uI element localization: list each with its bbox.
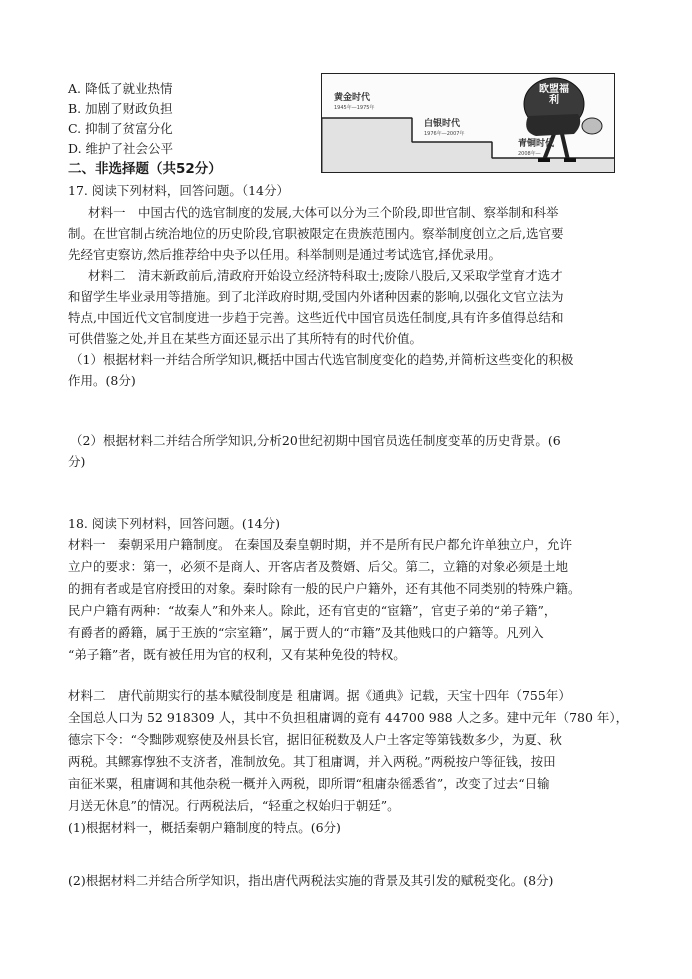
q18-m1-line: 的拥有者或是官府授田的对象。秦时除有一般的民户户籍外，还有其他不同类别的特殊户籍。 — [68, 581, 581, 596]
q17-header: 17. 阅读下列材料，回答问题。（14分） — [68, 183, 290, 198]
q17-sub2-line: （2）根据材料二并结合所学知识,分析20世纪初期中国官员选任制度变革的历史背景。(6 — [70, 433, 561, 448]
q17-m2-line: 材料二 清末新政前后,清政府开始设立经济特科取士;废除八股后,又采取学堂育才选才 — [88, 268, 563, 283]
q18-m1-line: 立户的要求：第一，必须不是商人、开客店者及赘婿、后父。第二，立籍的对象必须是土地 — [68, 559, 569, 574]
q18-m1-line: 民户户籍有两种：“故秦人”和外来人。除此，还有官吏的“宦籍”，官吏子弟的“弟子籍”， — [68, 603, 557, 618]
q18-header: 18. 阅读下列材料，回答问题。(14分) — [68, 516, 281, 531]
welfare-cartoon — [321, 73, 615, 173]
q18-m1-line: “弟子籍”者，既有被任用为官的权利，又有某种免役的特权。 — [68, 647, 406, 662]
era-golden-years: 1945年—1975年 — [334, 105, 375, 111]
era-bronze: 青铜时代 — [518, 139, 555, 149]
q18-m1-line: 材料一 秦朝采用户籍制度。 在秦国及秦皇朝时期，并不是所有民户都允许单独立户，允许 — [68, 537, 572, 552]
q18-sub1: (1)根据材料一，概括秦朝户籍制度的特点。(6分) — [68, 820, 341, 835]
option-a: A. 降低了就业热情 — [68, 81, 173, 96]
q17-sub1-line: 作用。(8分) — [68, 373, 136, 388]
sack-label: 欧盟福利 — [539, 84, 569, 106]
q17-sub1-line: （1）根据材料一并结合所学知识,概括中国古代选官制度变化的趋势,并简析这些变化的积极 — [70, 352, 574, 367]
q17-sub2-line: 分) — [68, 454, 86, 469]
era-bronze-years: 2008年— — [518, 151, 541, 157]
q17-m1-line: 先经官吏察访,然后推荐给中央予以任用。科举制则是通过考试选官,择优录用。 — [68, 247, 501, 262]
q17-m2-line: 特点,中国近代文官制度进一步趋于完善。这些近代中国官员选任制度,具有许多值得总结和 — [68, 310, 564, 325]
era-silver: 白银时代 — [424, 119, 461, 129]
q18-m2-line: 全国总人口为 52 918309 人，其中不负担租庸调的竟有 44700 988 人之多。建中元年（780 年）， — [68, 710, 629, 725]
era-golden: 黄金时代 — [334, 93, 371, 103]
q17-m2-line: 可供借鉴之处,并且在某些方面还显示出了其所特有的时代价值。 — [68, 331, 422, 346]
q18-m2-line: 月送无休息”的情况。行两税法后，“轻重之权始归于朝廷”。 — [68, 798, 400, 813]
q18-m2-line: 亩征米粟，租庸调和其他杂税一概并入两税，即所谓“租庸杂徭悉省”，改变了过去“日输 — [68, 776, 550, 791]
q18-m2-line: 德宗下令：“令黜陟观察使及州县长官，据旧征税数及人户土客定等第钱数多少，为夏、秋 — [68, 732, 562, 747]
q18-m1-line: 有爵者的爵籍，属于王族的“宗室籍”，属于贾人的“市籍”及其他贱口的户籍等。凡列入 — [68, 625, 544, 640]
era-silver-years: 1976年—2007年 — [424, 131, 465, 137]
section-title: 二、非选择题（共52分） — [68, 161, 222, 177]
q17-m1-line: 材料一 中国古代的选官制度的发展,大体可以分为三个阶段,即世官制、察举制和科举 — [88, 205, 559, 220]
cartoon-stairs-drawing — [322, 74, 615, 173]
q18-m2-line: 材料二 唐代前期实行的基本赋役制度是 租庸调。据《通典》记载，天宝十四年（755年） — [68, 688, 571, 703]
q17-m1-line: 制。在世官制占统治地位的历史阶段,官职被限定在贵族范围内。察举制度创立之后,选官要 — [68, 226, 564, 241]
option-c: C. 抑制了贫富分化 — [68, 121, 173, 136]
q18-sub2: (2)根据材料二并结合所学知识，指出唐代两税法实施的背景及其引发的赋税变化。(8分) — [68, 873, 554, 888]
q17-m2-line: 和留学生毕业录用等措施。到了北洋政府时期,受国内外诸种因素的影响,以强化文官立法为 — [68, 289, 564, 304]
q18-m2-line: 两税。其鳏寡惸独不支济者，准制放免。其丁租庸调，并入两税。”两税按户等征钱，按田 — [68, 754, 556, 769]
option-b: B. 加剧了财政负担 — [68, 101, 173, 116]
option-d: D. 维护了社会公平 — [68, 141, 174, 156]
